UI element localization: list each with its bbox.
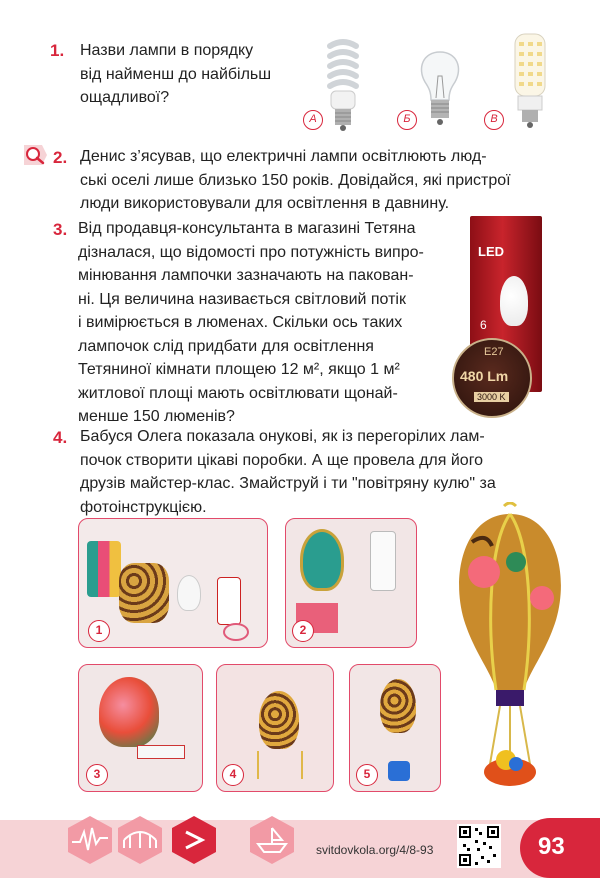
task-2-line: Денис з’ясував, що електричні лампи освітлюють люд- [80, 148, 487, 165]
task-1-line: Назви лампи в порядку [80, 42, 254, 59]
qr-code-icon[interactable] [457, 824, 501, 868]
step-badge-1: 1 [88, 620, 110, 642]
task-number-1: 1. [50, 41, 65, 60]
task-3-line: ні. Ця величина називається світловий потік [78, 290, 406, 308]
task-4-line: фотоінструкцією. [80, 498, 207, 516]
page-number [520, 818, 600, 878]
package-lumens-label: 480 Lm [460, 368, 509, 384]
hot-air-balloon-image [446, 502, 574, 802]
package-bulb-icon [500, 276, 528, 326]
task-3-line: дізналася, що відомості про потужність випро- [78, 243, 424, 261]
lamp-label-v: В [484, 110, 504, 130]
lamp-label-b: Б [397, 110, 417, 130]
bulb-with-fabric-image [300, 529, 344, 591]
package-led-label: LED [478, 244, 504, 259]
balloon-bulb-image [380, 679, 416, 733]
footer-url[interactable]: svitdovkola.org/4/8-93 [316, 843, 434, 857]
step-badge-4: 4 [222, 764, 244, 786]
greater-than-icon [170, 814, 218, 866]
step-badge-5: 5 [356, 764, 378, 786]
lamp-label-a: А [303, 110, 323, 130]
lamp-incandescent-image [415, 48, 465, 133]
task-3-line: лампочок слід придбати для освітлення [78, 337, 374, 355]
yarn-image [257, 751, 303, 779]
paint-tube-image [137, 745, 185, 759]
task-2-line: ські оселі лише близько 150 років. Довідайся, які пристрої [80, 171, 511, 189]
package-zoom-circle [452, 338, 532, 418]
bridge-icon [116, 814, 164, 866]
balloon-bulb-image [259, 691, 299, 749]
fabric-image [119, 563, 169, 623]
task-4-line: Бабуся Олега показала онукові, як із перегорілих лам- [80, 428, 485, 445]
task-3-line: Тетяниної кімнати площею 12 м², якщо 1 м² [78, 361, 400, 378]
task-text-2 [80, 145, 550, 216]
lamp-led-image [509, 30, 551, 130]
task-3-line: менше 150 люменів? [78, 408, 235, 425]
task-4-line: почок створити цікаві поробки. А ще провела для його [80, 451, 484, 469]
page-number-text: 93 [538, 833, 565, 860]
task-3-line: Від продавця-консультанта в магазині Тетяна [78, 220, 416, 237]
task-1-line: ощадливої? [80, 89, 170, 106]
task-text-1 [80, 39, 320, 110]
task-number-3: 3. [53, 220, 68, 239]
scissors-image [223, 623, 249, 641]
search-icon [22, 143, 48, 167]
package-base-label: E27 [484, 346, 504, 358]
task-3-line: житлової площі мають освітлювати щонай- [78, 384, 398, 402]
bulb-image [177, 575, 201, 611]
task-3-line: мінювання лампочки зазначають на пакован- [78, 267, 414, 284]
task-3-line: і вимірюється в люменах. Скільки ось таких [78, 314, 403, 331]
spray-bottle-image [370, 531, 396, 591]
package-kelvin-label: 3000 K [474, 392, 509, 402]
package-watt-label: 6 [480, 318, 487, 332]
task-number-2: 2. [53, 148, 68, 167]
lamp-cfl-image [318, 36, 368, 136]
heartbeat-icon [66, 814, 114, 866]
step-badge-3: 3 [86, 764, 108, 786]
decorated-bulb-image [99, 677, 159, 747]
task-4-line: друзів майстер-клас. Змайструй і ти "повітряну кулю" за [80, 475, 496, 492]
paint-tubes-image [87, 541, 121, 597]
task-1-line: від найменш до найбільш [80, 65, 272, 83]
task-2-line: люди використовували для освітлення в давнину. [80, 195, 450, 212]
task-number-4: 4. [53, 428, 68, 447]
step-badge-2: 2 [292, 620, 314, 642]
boat-icon [248, 814, 296, 866]
basket-image [388, 761, 410, 781]
glue-bottle-image [217, 577, 241, 625]
task-text-3 [78, 217, 468, 429]
